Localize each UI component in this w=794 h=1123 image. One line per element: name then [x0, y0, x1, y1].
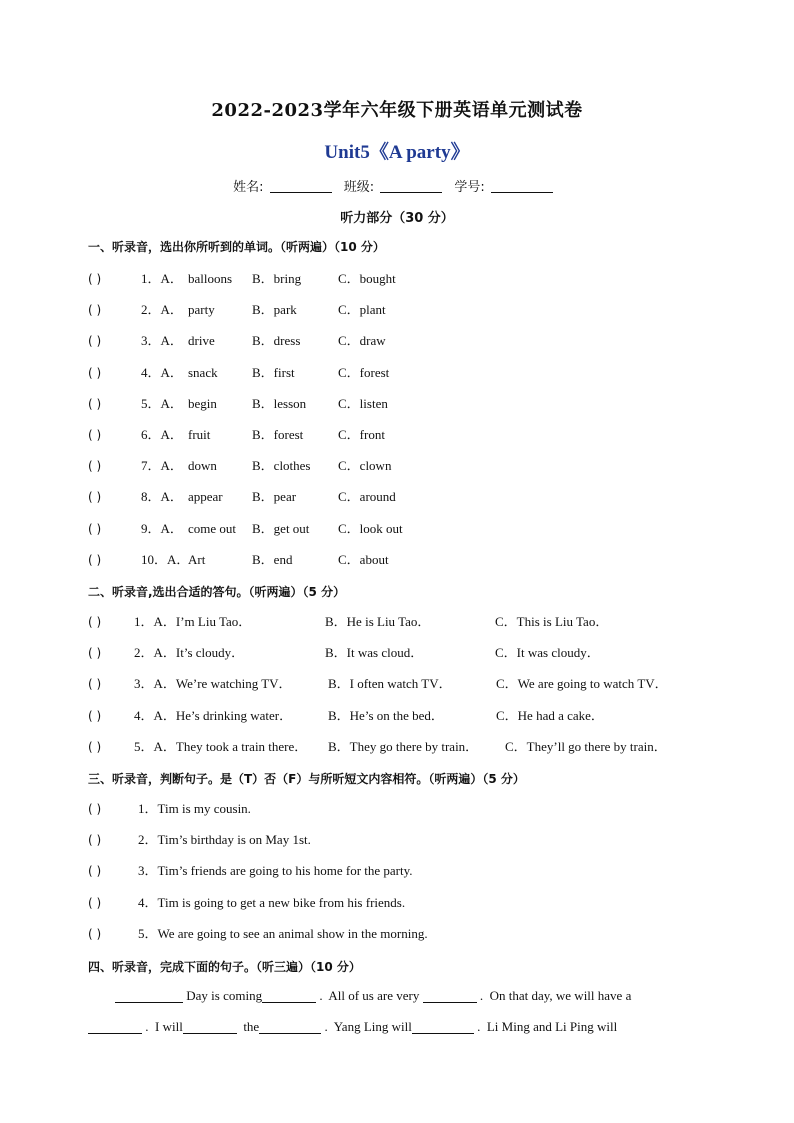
answer-bracket[interactable]: ( ) — [88, 646, 102, 661]
option-c: C．It was cloudy． — [495, 645, 600, 661]
option-b: B．It was cloud． — [325, 645, 424, 661]
part4-line-2 — [88, 1017, 617, 1037]
answer-bracket[interactable]: ( ) — [88, 428, 102, 442]
part1-heading: 一、听录音，选出你所听到的单词。（听两遍）（10 分） — [88, 240, 385, 254]
passage-text: . All of us are very — [319, 988, 423, 1003]
option-a: snack — [188, 364, 218, 380]
unit-subtitle: Unit5《A party》 — [324, 142, 470, 163]
answer-bracket[interactable]: ( ) — [88, 615, 102, 629]
option-c: C．front — [338, 427, 385, 442]
option-c: C．about — [338, 551, 389, 567]
option-c: C．This is Liu Tao． — [495, 614, 609, 629]
option-a: 5．A．They took a train there． — [134, 738, 308, 754]
option-c: C．He had a cake． — [496, 707, 604, 723]
name-label: 姓名: — [233, 180, 264, 195]
answer-bracket[interactable]: ( ) — [88, 334, 102, 349]
answer-bracket[interactable]: ( ) — [88, 521, 102, 536]
id-label: 学号: — [454, 180, 485, 195]
option-a: down — [188, 458, 217, 474]
answer-bracket[interactable]: ( ) — [88, 396, 102, 411]
statement-text: 5．We are going to see an animal show in the morning. — [138, 925, 428, 941]
question-number: 9．A． — [141, 520, 183, 536]
question-number: 4．A． — [141, 364, 183, 380]
option-b: B．clothes — [252, 458, 311, 474]
answer-bracket[interactable]: ( ) — [88, 708, 102, 723]
option-b: B．I often watch TV． — [328, 676, 452, 692]
option-a: 3．A．We’re watching TV． — [134, 676, 292, 692]
answer-bracket[interactable]: ( ) — [88, 303, 102, 318]
answer-bracket[interactable]: ( ) — [88, 739, 102, 754]
option-c: C．They’ll go there by train． — [505, 738, 667, 754]
passage-text: the — [240, 1019, 260, 1034]
option-c: C．listen — [338, 395, 388, 411]
answer-blank[interactable] — [412, 1019, 474, 1034]
answer-bracket[interactable]: ( ) — [88, 490, 102, 505]
page-title: 2022-2023学年六年级下册英语单元测试卷 — [211, 100, 583, 121]
option-a: 1．A．I’m Liu Tao． — [134, 614, 252, 629]
student-info — [0, 176, 794, 195]
option-a: 4．A．He’s drinking water． — [134, 707, 293, 723]
option-b: B．park — [252, 302, 297, 318]
answer-bracket[interactable]: ( ) — [88, 459, 102, 474]
answer-bracket[interactable]: ( ) — [88, 895, 102, 910]
answer-bracket[interactable]: ( ) — [88, 552, 102, 567]
statement-text: 2．Tim’s birthday is on May 1st. — [138, 832, 311, 848]
option-b: B．He’s on the bed． — [328, 707, 444, 723]
option-b: B．first — [252, 364, 295, 380]
option-a: come out — [188, 520, 237, 536]
option-b: B．end — [252, 551, 293, 567]
option-c: C．around — [338, 489, 396, 505]
question-number: 6．A． — [141, 427, 183, 442]
answer-bracket[interactable]: ( ) — [88, 677, 102, 692]
statement-text: 1．Tim is my cousin. — [138, 801, 251, 816]
part4-line-1 — [115, 986, 631, 1006]
part2-heading: 二、听录音,选出合适的答句。（听两遍）（5 分） — [88, 585, 346, 599]
option-a: fruit — [188, 427, 211, 442]
option-b: B．dress — [252, 333, 301, 349]
option-a: 2．A．It’s cloudy． — [134, 645, 245, 661]
option-c: C．draw — [338, 333, 386, 349]
answer-blank[interactable] — [259, 1019, 321, 1034]
class-label: 班级: — [343, 180, 375, 195]
question-number: 7．A． — [141, 458, 183, 474]
answer-blank[interactable] — [262, 988, 316, 1003]
answer-blank[interactable] — [423, 988, 477, 1003]
question-number: 2．A． — [141, 302, 183, 318]
answer-blank[interactable] — [183, 1019, 237, 1034]
statement-text: 4．Tim is going to get a new bike from his friends. — [138, 894, 406, 910]
answer-blank[interactable] — [115, 988, 183, 1003]
option-a: appear — [188, 489, 223, 505]
passage-text: . I will — [145, 1019, 183, 1034]
option-a: party — [188, 302, 215, 318]
passage-text: Day is coming — [186, 988, 263, 1003]
passage-text: . On that day, we will have a — [479, 988, 632, 1003]
answer-bracket[interactable]: ( ) — [88, 864, 102, 879]
statement-text: 3．Tim’s friends are going to his home for the party. — [138, 863, 413, 879]
passage-text: . Li Ming and Li Ping will — [477, 1019, 618, 1034]
passage-text: . Yang Ling will — [324, 1019, 412, 1034]
answer-bracket[interactable]: ( ) — [88, 926, 102, 941]
option-c: C．look out — [338, 520, 403, 536]
option-a: drive — [188, 333, 215, 349]
option-b: B．pear — [252, 489, 297, 505]
option-b: B．He is Liu Tao． — [325, 614, 431, 629]
question-number: 5．A． — [141, 395, 183, 411]
option-c: C．forest — [338, 364, 390, 380]
option-b: B．bring — [252, 271, 302, 286]
option-c: C．bought — [338, 271, 396, 286]
question-number: 10．A． — [141, 551, 190, 567]
answer-blank[interactable] — [88, 1019, 142, 1034]
answer-bracket[interactable]: ( ) — [88, 833, 102, 848]
answer-bracket[interactable]: ( ) — [88, 272, 102, 286]
option-a: begin — [188, 395, 217, 411]
answer-bracket[interactable]: ( ) — [88, 365, 102, 380]
option-a: balloons — [188, 271, 233, 286]
answer-bracket[interactable]: ( ) — [88, 802, 102, 816]
option-a: Art — [188, 551, 206, 567]
option-c: C．We are going to watch TV． — [496, 676, 668, 692]
option-c: C．clown — [338, 458, 392, 474]
question-number: 3．A． — [141, 333, 183, 349]
part3-heading: 三、听录音，判断句子。是（T）否（F）与所听短文内容相符。（听两遍）（5 分） — [88, 772, 525, 786]
option-b: B．get out — [252, 520, 310, 536]
id-blank[interactable] — [491, 180, 553, 193]
name-blank[interactable] — [270, 180, 332, 193]
option-b: B．They go there by train． — [328, 738, 479, 754]
option-c: C．plant — [338, 302, 386, 318]
class-blank[interactable] — [380, 180, 442, 193]
question-number: 1．A． — [141, 271, 183, 286]
option-b: B．forest — [252, 427, 304, 442]
listening-section-title: 听力部分（30 分） — [340, 211, 454, 226]
question-number: 8．A． — [141, 489, 183, 505]
part4-heading: 四、听录音，完成下面的句子。（听三遍）（10 分） — [88, 960, 361, 974]
option-b: B．lesson — [252, 395, 307, 411]
